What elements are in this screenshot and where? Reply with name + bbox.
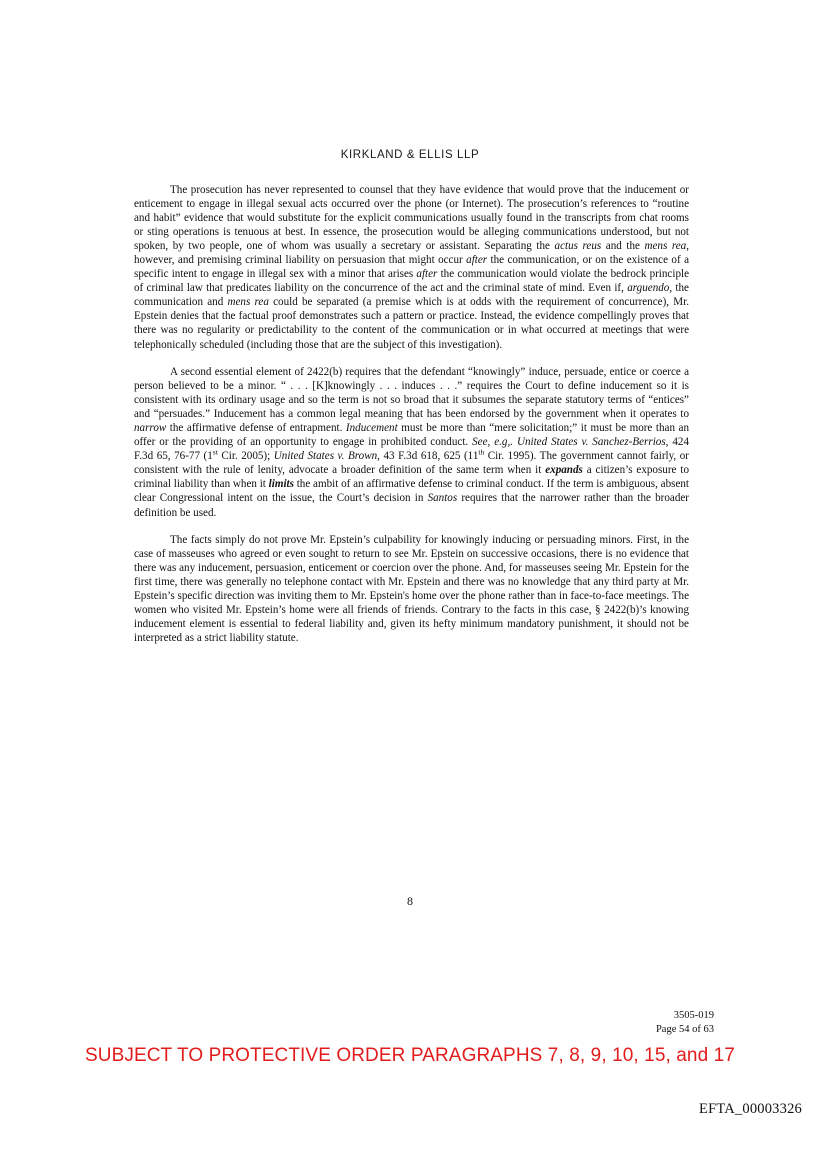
text-run: the ambit of an affirmative defense to criminal conduct. If the term is ambiguous, absent clear Congressional intent on the issue, the Court’s decision in <box>134 478 690 505</box>
text-run: United States v. Brown, <box>273 450 380 463</box>
paragraph <box>134 533 689 645</box>
text-run: The prosecution has never represented to counsel that they have evidence that would prove that the inducement or enticement to engage in illegal sexual acts occurred over the phone (or Internet). The prosecution’s references to “routine and habit” evidence that would substitute for the explicit communications usually found in the transcripts from chat rooms or sting operations is tenuous at best. In essence, the prosecution would be alleging communications understood, but not spoken, by two people, one of whom was usually a secretary or assistant. Separating the <box>134 184 689 253</box>
document-reference <box>656 1009 714 1036</box>
text-run: , the communication and <box>134 282 689 309</box>
text-run: actus reus <box>554 240 602 253</box>
paragraph <box>134 183 689 352</box>
text-run: The facts simply do not prove Mr. Epstein’s culpability for knowingly inducing or persuading minors. First, in the case of masseuses who agreed or even sought to return to see Mr. Epstein on successive occasions, there is no evidence that there was any inducement, persuasion, enticement or coercion over the phone. And, for masseuses seeing Mr. Epstein for the first time, there was generally no telephone contact with Mr. Epstein and there was no knowledge that any third party at Mr. Epstein’s specific direction was inviting them to Mr. Epstein's home over the phone rather than in face-to-face meetings. The women who visited Mr. Epstein’s home were all friends of friends. Contrary to the facts in this case, § 2422(b)’s knowing inducement element is essential to federal liability and, given its hefty minimum mandatory punishment, it should not be interpreted as a strict liability statute. <box>134 534 689 645</box>
text-run: mens rea <box>644 240 687 253</box>
page-number: 8 <box>407 894 413 908</box>
body-text <box>134 183 689 659</box>
text-run: expands <box>545 464 583 477</box>
text-run: the affirmative defense of entrapment. <box>166 422 346 435</box>
doc-ref-page: Page 54 of 63 <box>655 1023 714 1035</box>
text-run: 424 F.3d 65, 76-77 (1 <box>134 436 689 463</box>
text-run: a citizen’s exposure to criminal liability than when it <box>134 464 689 491</box>
text-run: Inducement <box>345 422 398 435</box>
text-run: , however, and premising criminal liability on persuasion that might occur <box>134 240 690 267</box>
text-run: Cir. 2005); <box>217 450 274 463</box>
text-run: and the <box>601 240 645 253</box>
text-run: must be more than “mere solicitation;” it must be more than an offer or the providing of an opportunity to engage in prohibited conduct. <box>134 422 689 449</box>
text-run: A second essential element of 2422(b) requires that the defendant “knowingly” induce, persuade, entice or coerce a person believed to be a minor. “ . . . [K]knowingly . . . induces . . .” requires the Court to define inducement so it is consistent with its ordinary usage and so the term is not so broad that it subsumes the separate statutory terms of “entices” and “persuades.” Inducement has a common legal meaning that has been endorsed by the government when it operates to <box>134 366 689 421</box>
doc-ref-number: 3505-019 <box>673 1010 714 1021</box>
text-run: requires that the narrower rather than the broader definition be used. <box>134 492 690 519</box>
text-run: the communication, or on the existence of a specific intent to engage in illegal sex with a minor that arises <box>134 254 689 281</box>
text-run: the communication would violate the bedrock principle of criminal law that predicates liability on the concurrence of the act and the criminal state of mind. Even if, <box>134 268 689 295</box>
text-run: See, e.g,. United States v. Sanchez-Berrios, <box>472 436 669 449</box>
text-run: could be separated (a premise which is at odds with the requirement of concurrence), Mr. Epstein denies that the factual proof demonstrates such a pattern or practice. Instead, the evidence compellingly proves that there was no regularity or predictability to the content of the communication or in what occurred at meetings that were telephonically scheduled (including those that are the subject of this investigation). <box>134 296 689 351</box>
letterhead: KIRKLAND & ELLIS LLP <box>340 149 480 161</box>
text-run: 43 F.3d 618, 625 (11 <box>379 450 479 463</box>
text-run: narrow <box>134 422 167 435</box>
text-run: Santos <box>427 492 458 505</box>
paragraph <box>134 365 689 520</box>
text-run: after <box>416 268 438 281</box>
text-run: limits <box>268 478 294 491</box>
text-run: arguendo <box>627 282 670 295</box>
text-run: mens rea <box>227 296 269 309</box>
text-run: Cir. 1995). The government cannot fairly, or consistent with the rule of lenity, advocate a broader definition of the same term when it <box>134 450 689 477</box>
text-run: st <box>212 447 218 457</box>
bates-number: EFTA_00003326 <box>699 1101 802 1117</box>
text-run: th <box>478 447 485 457</box>
protective-order-notice: SUBJECT TO PROTECTIVE ORDER PARAGRAPHS 7, 8, 9, 10, 15, and 17 <box>85 1045 735 1066</box>
text-run: after <box>466 254 488 267</box>
